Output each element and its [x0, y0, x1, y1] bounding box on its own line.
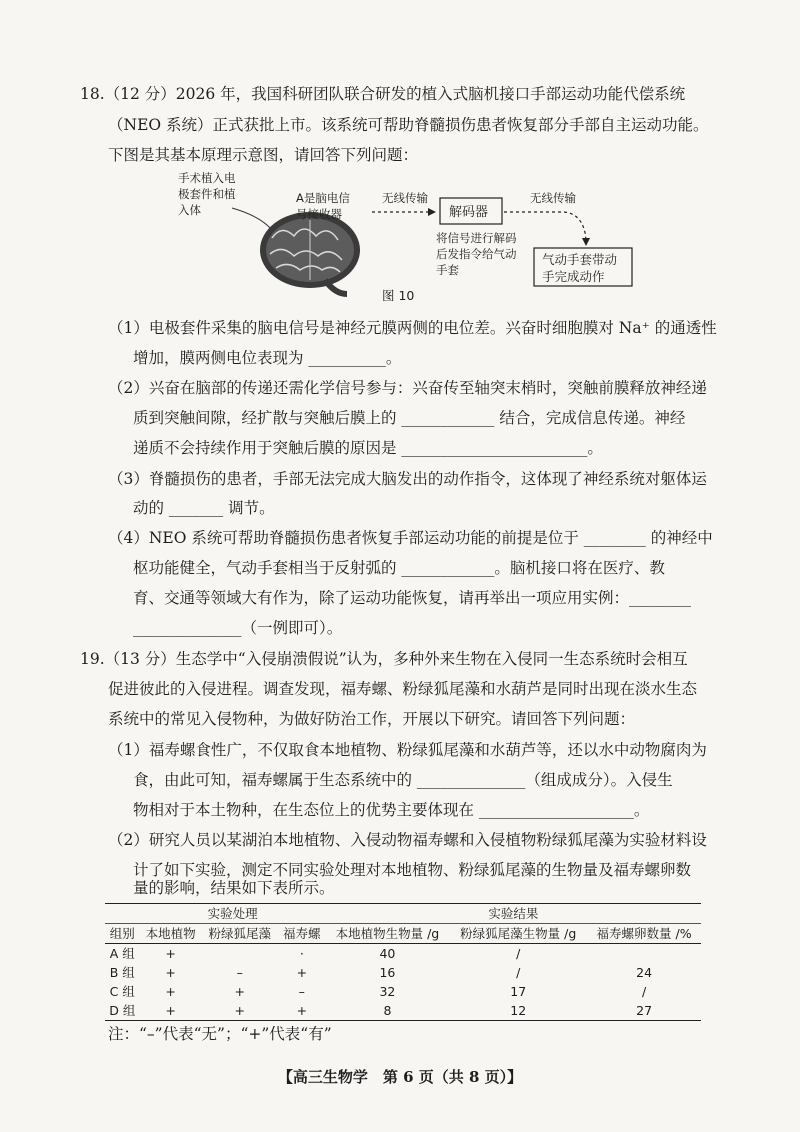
table-cell: D 组: [105, 1001, 140, 1021]
q19-stem-line-3: 系统中的常见入侵物种，为做好防治工作，开展以下研究。请回答下列问题：: [108, 710, 636, 728]
table-cell: A 组: [109, 946, 135, 961]
q19-sub1-line-3: 物相对于本土物种，在生态位上的优势主要体现在 ____________________。: [133, 801, 650, 819]
q18-sub4-line-4: ______________（一例即可）。: [133, 619, 343, 637]
table-row: [105, 1001, 701, 1021]
glove-box-line-1: 气动手套带动: [542, 252, 618, 267]
q19-sub1-line-1: （1）福寿螺食性广，不仅取食本地植物、粉绿狐尾藻和水葫芦等，还以水中动物腐肉为: [108, 741, 707, 759]
table-cell: +: [234, 984, 246, 999]
page-footer: 【高三生物学 第 6 页（共 8 页）】: [277, 1068, 523, 1086]
surgery-label-line-3: 入体: [178, 203, 201, 217]
table-group-header-results: 实验结果: [326, 904, 701, 924]
table-col-header: 粉绿狐尾藻生物量 /g: [449, 924, 587, 944]
decode-note-line-3: 手套: [436, 263, 459, 277]
q18-sub2-line-3: 递质不会持续作用于突触后膜的原因是 ________________________。: [133, 439, 603, 457]
surgery-label-line-1: 手术植入电: [178, 171, 236, 185]
q18-stem-line-1: 18.（12 分）2026 年，我国科研团队联合研发的植入式脑机接口手部运动功能代偿系统: [80, 85, 686, 103]
table-cell: ·: [299, 946, 304, 961]
q18-sub1-line-1: （1）电极套件采集的脑电信号是神经元膜两侧的电位差。兴奋时细胞膜对 Na⁺ 的通透性: [108, 319, 717, 337]
table-cell: /: [516, 946, 521, 961]
table-cell: C 组: [109, 984, 135, 999]
table-cell: 24: [636, 965, 653, 980]
q18-sub4-line-2: 枢功能健全，气动手套相当于反射弧的 ____________。脑机接口将在医疗、教: [133, 559, 665, 577]
surgery-label-line-2: 极套件和植: [178, 187, 236, 201]
table-cell: +: [165, 946, 176, 961]
receiver-label-line-2: 号接收器: [296, 207, 342, 221]
table-cell: /: [516, 965, 521, 980]
q18-sub3-line-1: （3）脊髓损伤的患者，手部无法完成大脑发出的动作指令，这体现了神经系统对躯体运: [108, 470, 707, 488]
q18-stem-line-3: 下图是其基本原理示意图，请回答下列问题：: [108, 146, 419, 164]
table-row: [105, 944, 701, 964]
table-col-header: 福寿螺卵数量 /%: [587, 924, 701, 944]
table-cell: 17: [510, 984, 527, 999]
table-cell: 12: [449, 1001, 587, 1021]
table-cell: –: [236, 965, 243, 980]
q18-sub4-line-3: 育、交通等领域大有作为，除了运动功能恢复，请再举出一项应用实例：________: [133, 589, 692, 607]
receiver-label-line-1: A是脑电信: [296, 191, 350, 205]
table-cell: +: [202, 1001, 278, 1021]
table-cell: 27: [587, 1001, 701, 1021]
q18-sub4-line-1: （4）NEO 系统可帮助脊髓损伤患者恢复手部运动功能的前提是位于 ________ 的神经中: [108, 529, 713, 547]
table-col-header: 组别: [105, 924, 140, 944]
table-row: [105, 963, 701, 982]
table-cell: 16: [379, 965, 396, 980]
q18-sub2-line-1: （2）兴奋在脑部的传递还需化学信号参与：兴奋传至轴突末梢时，突触前膜释放神经递: [108, 379, 707, 397]
experiment-results-table: [105, 903, 701, 1021]
table-col-header: 粉绿狐尾藻: [202, 924, 278, 944]
table-cell: –: [298, 984, 305, 999]
q19-sub1-line-2: 食，由此可知，福寿螺属于生态系统中的 ______________（组成成分）。入侵生: [133, 771, 673, 789]
wireless-label-2: 无线传输: [530, 191, 576, 205]
brain-illustration: [260, 212, 360, 294]
table-cell: /: [641, 984, 647, 999]
figure-caption: 图 10: [382, 288, 415, 303]
figure-10-diagram: [160, 168, 640, 306]
q19-stem-line-1: 19.（13 分）生态学中“入侵崩溃假说”认为，多种外来生物在入侵同一生态系统时会相互: [80, 650, 688, 668]
table-cell: +: [296, 965, 308, 980]
q19-stem-line-2: 促进彼此的入侵进程。调查发现，福寿螺、粉绿狐尾藻和水葫芦是同时出现在淡水生态: [108, 680, 698, 698]
table-group-header-treatment: 实验处理: [140, 904, 326, 924]
table-cell: 32: [379, 984, 396, 999]
table-row: [105, 982, 701, 1001]
table-cell: +: [165, 984, 176, 999]
q18-sub3-line-2: 动的 _______ 调节。: [133, 499, 275, 517]
q18-sub2-line-2: 质到突触间隙，经扩散与突触后膜上的 ____________ 结合，完成信息传递。神经: [133, 409, 686, 427]
table-col-header: 本地植物: [140, 924, 202, 944]
table-cell: +: [140, 1001, 202, 1021]
q19-sub2-line-3: 量的影响，结果如下表所示。: [133, 879, 335, 897]
table-cell: 40: [379, 946, 396, 961]
q19-sub2-line-2: 计了如下实验，测定不同实验处理对本地植物、粉绿狐尾藻的生物量及福寿螺卵数: [133, 861, 692, 879]
table-cell: 8: [326, 1001, 450, 1021]
q18-stem-line-2: （NEO 系统）正式获批上市。该系统可帮助脊髓损伤患者恢复部分手部自主运动功能。: [108, 116, 709, 134]
q18-sub1-line-2: 增加，膜两侧电位表现为 __________。: [133, 349, 402, 367]
table-col-header: 本地植物生物量 /g: [326, 924, 450, 944]
table-col-header: 福寿螺: [278, 924, 326, 944]
decode-note-line-2: 后发指令给气动: [436, 247, 517, 261]
wireless-label-1: 无线传输: [382, 191, 428, 205]
glove-box-line-2: 手完成动作: [542, 269, 605, 284]
table-cell: B 组: [109, 965, 135, 980]
table-cell: [202, 944, 278, 964]
table-group-header-empty: [105, 904, 140, 924]
table-cell: +: [278, 1001, 326, 1021]
table-cell: +: [165, 965, 176, 980]
q19-sub2-line-1: （2）研究人员以某湖泊本地植物、入侵动物福寿螺和入侵植物粉绿狐尾藻为实验材料设: [108, 831, 707, 849]
table-note: 注：“–”代表“无”；“+”代表“有”: [108, 1025, 332, 1043]
decoder-box-label: 解码器: [449, 205, 489, 220]
decode-note-line-1: 将信号进行解码: [436, 231, 517, 245]
table-cell: [587, 944, 701, 964]
